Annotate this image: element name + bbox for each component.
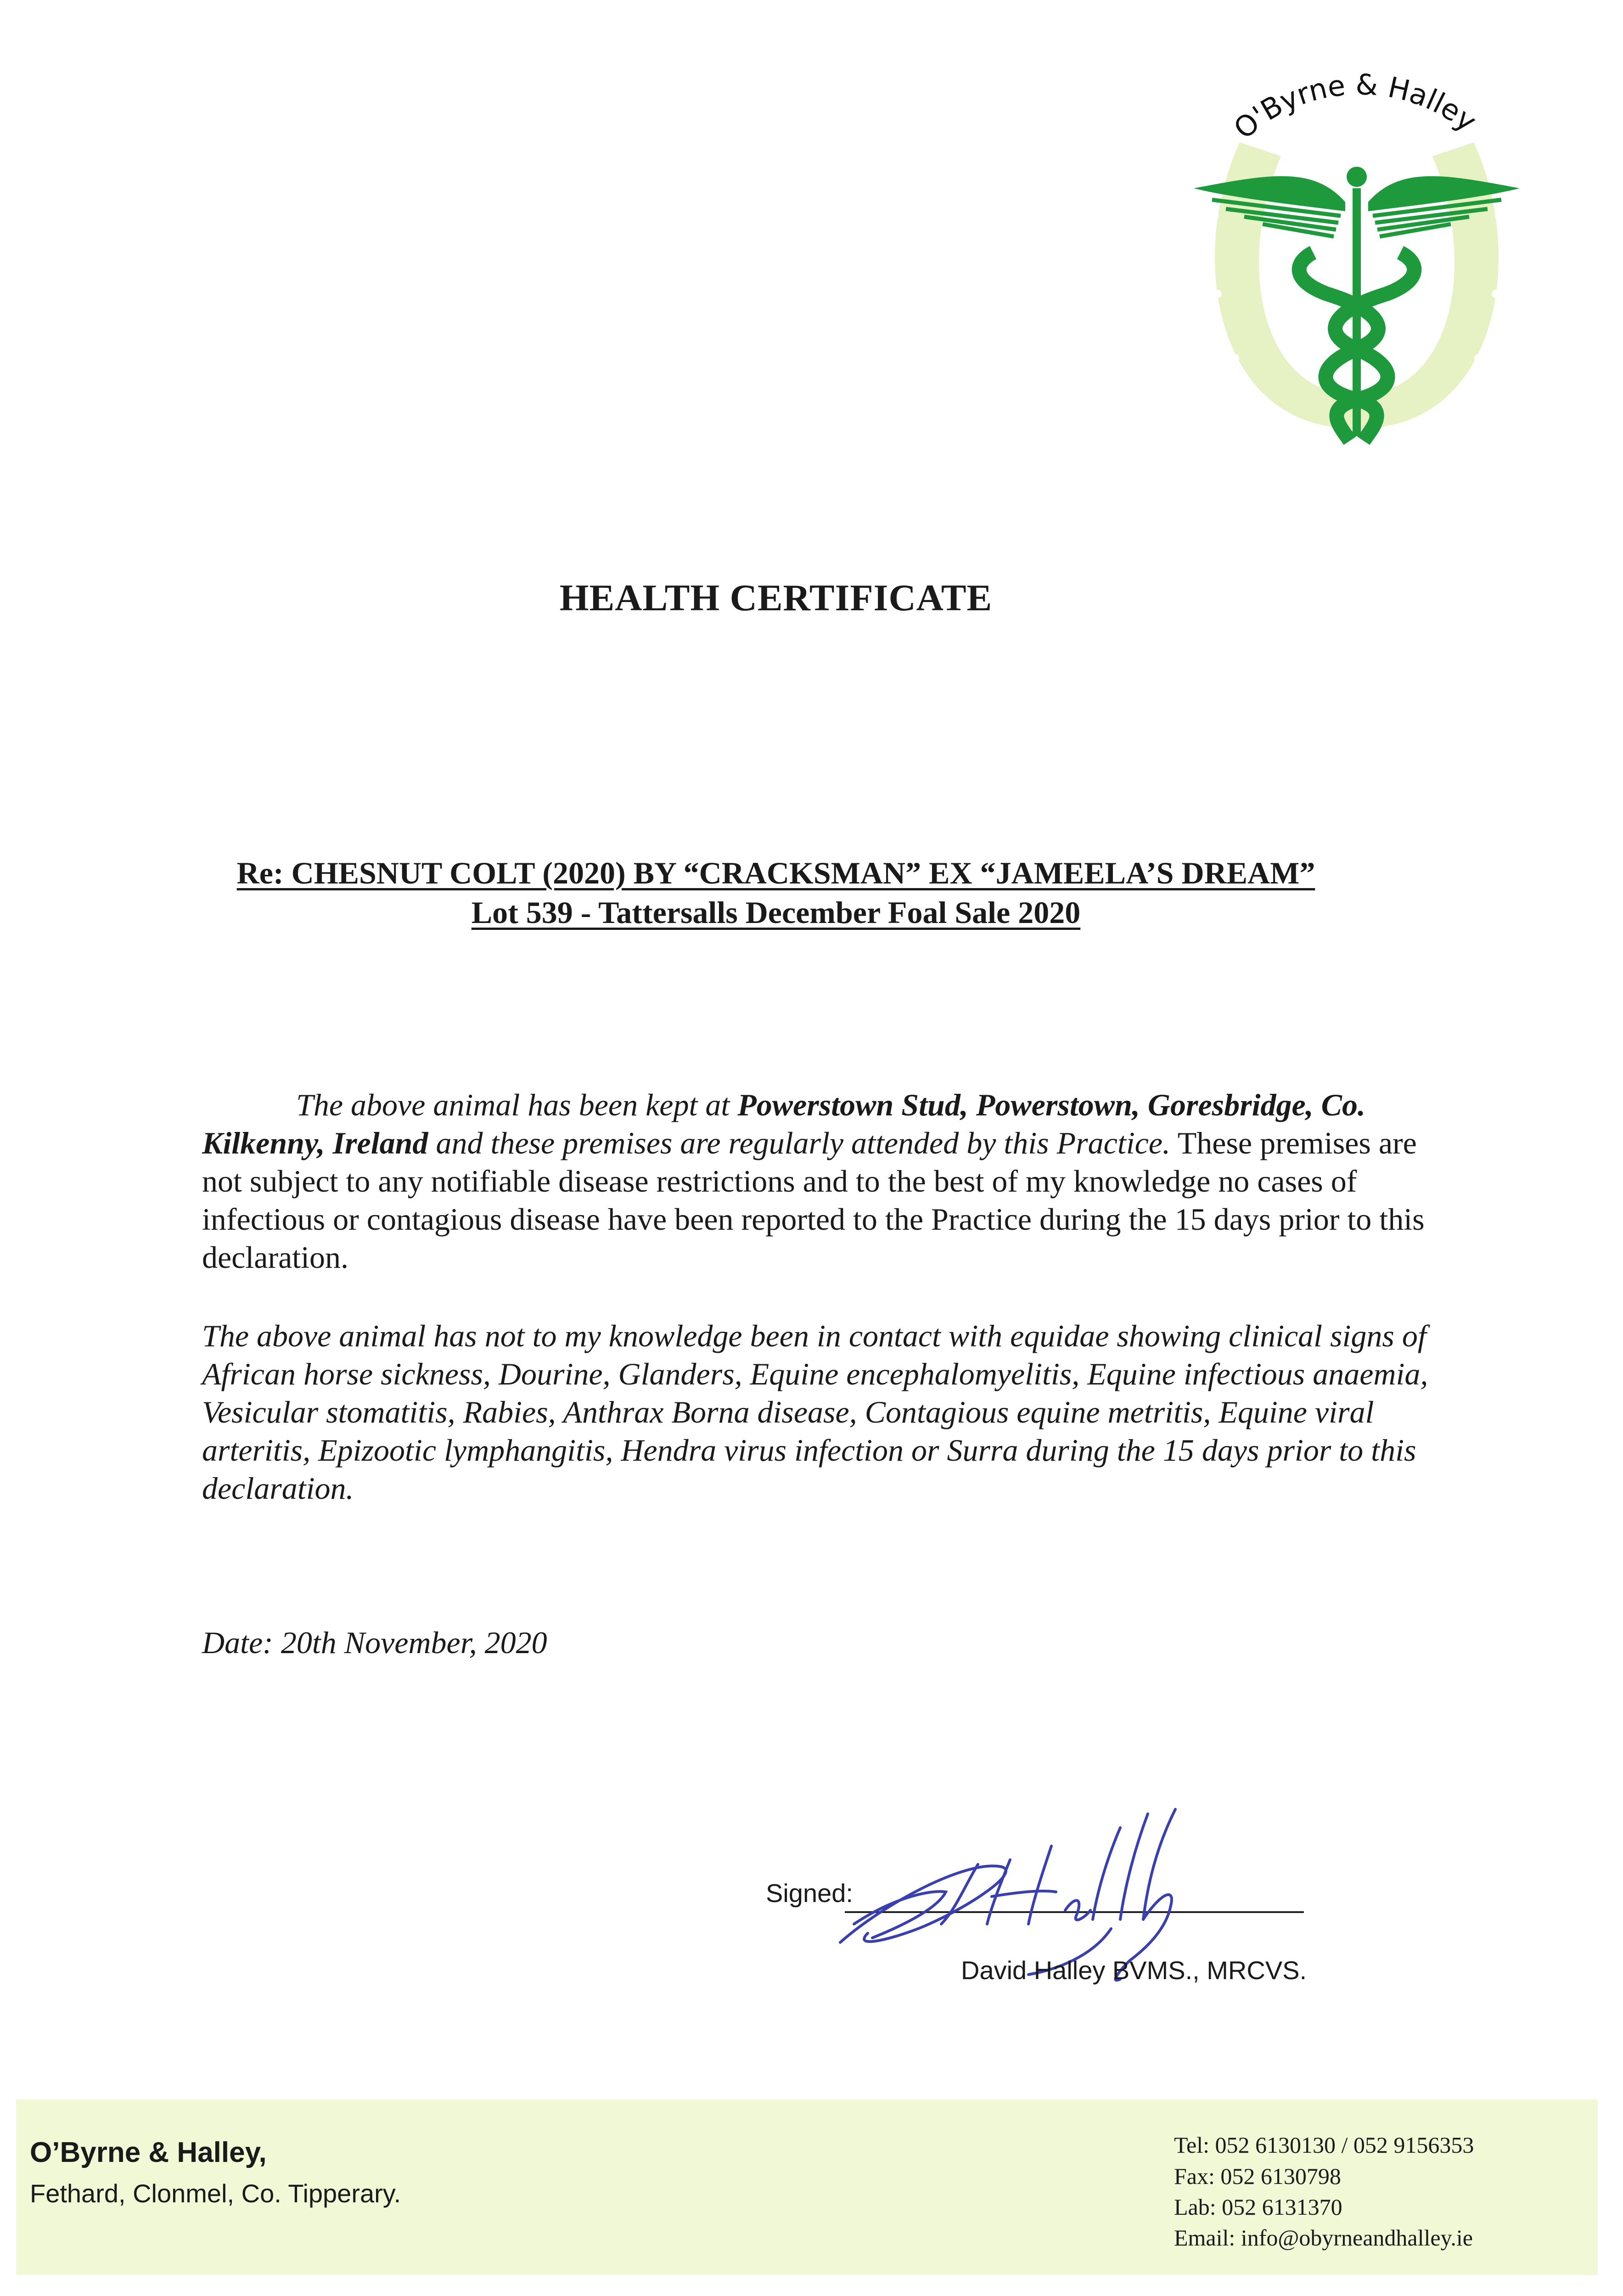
document-title: HEALTH CERTIFICATE xyxy=(559,577,993,619)
practice-logo xyxy=(1175,51,1538,455)
premises-name: Powerstown Stud, Powerstown, Goresbridge, Co. Kilkenny, Ireland xyxy=(202,1087,1366,1160)
p1-attended: and these premises are regularly attended by this Practice. xyxy=(428,1125,1170,1160)
premises-paragraph xyxy=(202,1086,1451,1277)
letterhead-footer xyxy=(16,2099,1598,2275)
footer-lab: Lab: 052 6131370 xyxy=(1174,2194,1342,2220)
footer-fax: Fax: 052 6130798 xyxy=(1174,2163,1341,2189)
logo-text: O'Byrne & Halley xyxy=(1227,68,1483,146)
declaration-date: Date: 20th November, 2020 xyxy=(202,1625,547,1660)
footer-email: Email: info@obyrneandhalley.ie xyxy=(1174,2225,1473,2251)
signer-name: David Halley BVMS., MRCVS. xyxy=(961,1956,1307,1985)
footer-tel: Tel: 052 6130130 / 052 9156353 xyxy=(1174,2132,1474,2158)
disease-contact-paragraph: The above animal has not to my knowledge been in contact with equidae showing clinical signs of African horse sickness, Dourine, Glanders, Equine encephalomyelitis, Equine infectious anaemia, Vesicular stomatitis, Rabies, Anthrax Borna disease, Contagious equine metritis, Equine viral arteritis, Epizootic lymphangitis, Hendra virus infection or Surra during the 15 days prior to this declaration. xyxy=(202,1318,1428,1506)
p1-intro: The above animal has been kept at xyxy=(296,1087,738,1122)
footer-practice-name: O’Byrne & Halley, xyxy=(30,2137,267,2168)
svg-text:O'Byrne & Halley xyxy=(1227,68,1483,146)
signed-label: Signed: xyxy=(766,1879,853,1908)
subject-line: Re: CHESNUT COLT (2020) BY “CRACKSMAN” EX “JAMEELA’S DREAM” xyxy=(236,855,1315,890)
p1-rest: These premises are not subject to any notifiable disease restrictions and to the best of my knowledge no cases of infectious or contagious disease have been reported to the Practice during the 15 days prior to this declaration. xyxy=(202,1125,1425,1275)
footer-address: Fethard, Clonmel, Co. Tipperary. xyxy=(30,2179,401,2208)
lot-line: Lot 539 - Tattersalls December Foal Sale 2020 xyxy=(471,895,1081,930)
